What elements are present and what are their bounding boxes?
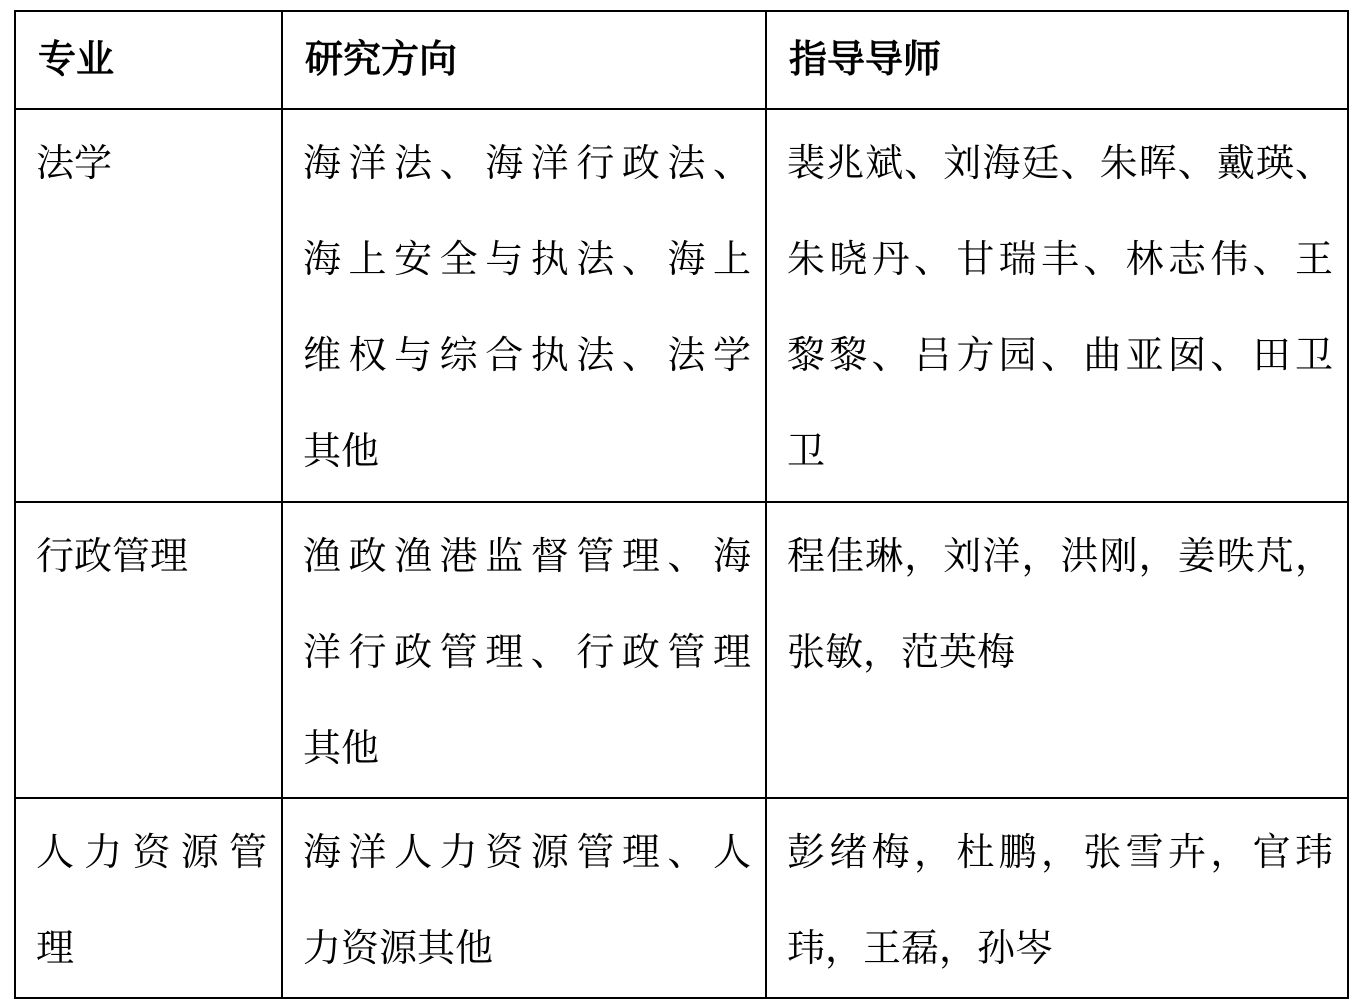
cell-major (15, 109, 282, 502)
header-research-direction: 研究方向 (282, 11, 766, 109)
cell-major (15, 502, 282, 798)
cell-text-line: 行政管理 (36, 536, 189, 578)
cell-text-line: 程佳琳，刘洋，洪刚，姜昳芃， (787, 536, 1333, 578)
header-major: 专业 (15, 11, 282, 109)
cell-text-line: 海上安全与执法、海上 (303, 239, 751, 281)
cell-text-line: 其他 (303, 728, 380, 770)
cell-text-line: 维权与综合执法、法学 (303, 335, 751, 377)
cell-advisors (766, 502, 1348, 798)
cell-text-line: 彭绪梅，杜鹏，张雪卉，官玮 (787, 832, 1333, 874)
cell-text-line: 其他 (303, 431, 380, 473)
cell-research-direction (282, 798, 766, 998)
document-table-container (14, 10, 1349, 999)
table-row-law (15, 109, 1348, 502)
cell-text-line: 洋行政管理、行政管理 (303, 632, 751, 674)
cell-research-direction (282, 502, 766, 798)
cell-text-line: 渔政渔港监督管理、海 (303, 536, 751, 578)
cell-text-line: 卫 (787, 431, 826, 473)
table-row-public-administration (15, 502, 1348, 798)
cell-text-line: 裴兆斌、刘海廷、朱晖、戴瑛、 (787, 143, 1333, 185)
cell-text-line: 朱晓丹、甘瑞丰、林志伟、王 (787, 239, 1333, 281)
cell-advisors (766, 109, 1348, 502)
cell-text-line: 理 (36, 928, 75, 970)
cell-major (15, 798, 282, 998)
majors-advisors-table (14, 10, 1349, 999)
cell-text-line: 黎黎、吕方园、曲亚囡、田卫 (787, 335, 1333, 377)
table-row-human-resources (15, 798, 1348, 998)
cell-text-line: 海洋人力资源管理、人 (303, 832, 751, 874)
cell-text-line: 力资源其他 (303, 928, 494, 970)
cell-research-direction (282, 109, 766, 502)
cell-text-line: 张敏，范英梅 (787, 632, 1016, 674)
cell-text-line: 法学 (36, 143, 113, 185)
header-advisors: 指导导师 (766, 11, 1348, 109)
cell-text-line: 人力资源管 (36, 832, 267, 874)
cell-text-line: 海洋法、海洋行政法、 (303, 143, 751, 185)
cell-text-line: 玮，王磊，孙岑 (787, 928, 1054, 970)
cell-advisors (766, 798, 1348, 998)
header-row (15, 11, 1348, 109)
